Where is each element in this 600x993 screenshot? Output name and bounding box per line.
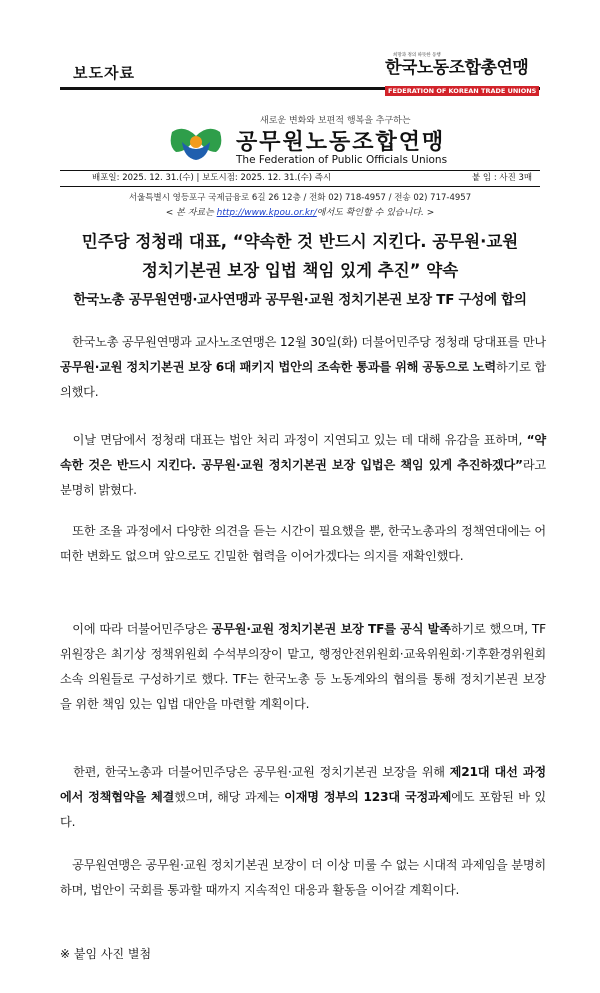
paragraph-6 — [60, 853, 546, 903]
emphasized-text: 제21대 대선 과정에서 정책협약을 체결 — [60, 765, 546, 804]
paragraph-text: 라고 분명히 밝혔다. — [60, 458, 546, 497]
paragraph-text: 또한 조율 과정에서 다양한 의견을 듣는 시간이 필요했을 뿐, 한국노총과의 정책연대에는 어떠한 변화도 없으며 앞으로도 긴밀한 협력을 이어가겠다는 의지를 재확인했다. — [60, 524, 546, 563]
release-dates: 배포일: 2025. 12. 31.(수) | 보도시점: 2025. 12. 31.(수) 즉시 — [92, 173, 332, 183]
paragraph-text: 한편, 한국노총과 더불어민주당은 공무원·교원 정치기본권 보장을 위해 — [60, 765, 450, 779]
paragraph-2 — [60, 428, 546, 503]
attachment-note: ※ 붙임 사진 별첨 — [60, 947, 152, 961]
fktu-logo — [385, 52, 545, 97]
paragraph-1 — [60, 330, 546, 405]
fktu-slogan: 희망과 정의 따뜻한 동행 — [393, 53, 441, 58]
headline-line-1: 민주당 정청래 대표, “약속한 것 반드시 지킨다. 공무원·교원 — [81, 232, 519, 251]
website-notice — [60, 205, 540, 218]
emphasized-text: 공무원·교원 정치기본권 보장 TF를 공식 발족 — [211, 622, 451, 636]
paragraph-text: 이에 따라 더불어민주당은 — [60, 622, 212, 636]
emphasized-text: “약속한 것은 반드시 지킨다. 공무원·교원 정치기본권 보장 입법은 책임 있게 추진하겠다” — [60, 433, 546, 472]
paragraph-text: 한국노총 공무원연맹과 교사노조연맹은 12월 30일(화) 더불어민주당 정청래 당대표를 만나 — [60, 335, 546, 349]
paragraph-5 — [60, 760, 546, 835]
website-suffix: 에서도 확인할 수 있습니다. > — [316, 208, 435, 218]
press-release-label: 보도자료 — [73, 64, 135, 82]
paragraph-text: 이날 면담에서 정청래 대표는 법안 처리 과정이 지연되고 있는 데 대해 유감을 표하며, — [60, 433, 527, 447]
paragraph-3 — [60, 519, 546, 569]
paragraph-text: 에도 포함된 바 있다. — [60, 790, 546, 829]
paragraph-text: 공무원연맹은 공무원·교원 정치기본권 보장이 더 이상 미룰 수 없는 시대적 과제임을 분명히 하며, 법안이 국회를 통과할 때까지 지속적인 대응과 활동을 이어갈 계획이다. — [60, 858, 546, 897]
paragraph-text: 하기로 했으며, TF 위원장은 최기상 정책위원회 수석부의장이 맡고, 행정안전위원회·교육위원회·기후환경위원회 소속 의원들로 구성하기로 했다. TF는 한국노총 등 노동계와의 협의를 통해 정치기본권 보장을 위한 책임 있는 입법 대안을 마련할 계획이다. — [60, 622, 546, 711]
paragraph-text: 했으며, 해당 과제는 — [174, 790, 285, 804]
website-prefix: < 본 자료는 — [165, 208, 217, 218]
kpou-emblem-icon — [168, 122, 224, 162]
kpou-name-ko: 공무원노동조합연맹 — [236, 130, 446, 155]
release-info-bar — [60, 170, 540, 187]
fktu-name-ko: 한국노동조합총연맹 — [385, 58, 529, 78]
website-link[interactable]: http://www.kpou.or.kr/ — [216, 208, 317, 218]
fktu-name-en: FEDERATION OF KOREAN TRADE UNIONS — [385, 86, 539, 96]
contact-info: 서울특별시 영등포구 국제금융로 6길 26 12층 / 전화 02) 718-4957 / 전송 02) 717-4957 — [128, 193, 472, 203]
kpou-name-en: The Federation of Public Officials Unions — [236, 154, 448, 166]
emphasized-text: 이재명 정부의 123대 국정과제 — [284, 790, 452, 804]
paragraph-text: 하기로 합의했다. — [60, 360, 546, 399]
subheadline: 한국노총 공무원연맹·교사연맹과 공무원·교원 정치기본권 보장 TF 구성에 합의 — [73, 292, 527, 308]
kpou-slogan: 새로운 변화와 보편적 행복을 추구하는 — [260, 116, 411, 126]
attachment-info: 붙 임 : 사진 3매 — [472, 173, 533, 183]
headline-line-2: 정치기본권 보장 입법 책임 있게 추진” 약속 — [141, 261, 459, 280]
paragraph-4 — [60, 617, 546, 717]
emphasized-text: 공무원·교원 정치기본권 보장 6대 패키지 법안의 조속한 통과를 위해 공동으로 노력 — [60, 360, 496, 374]
